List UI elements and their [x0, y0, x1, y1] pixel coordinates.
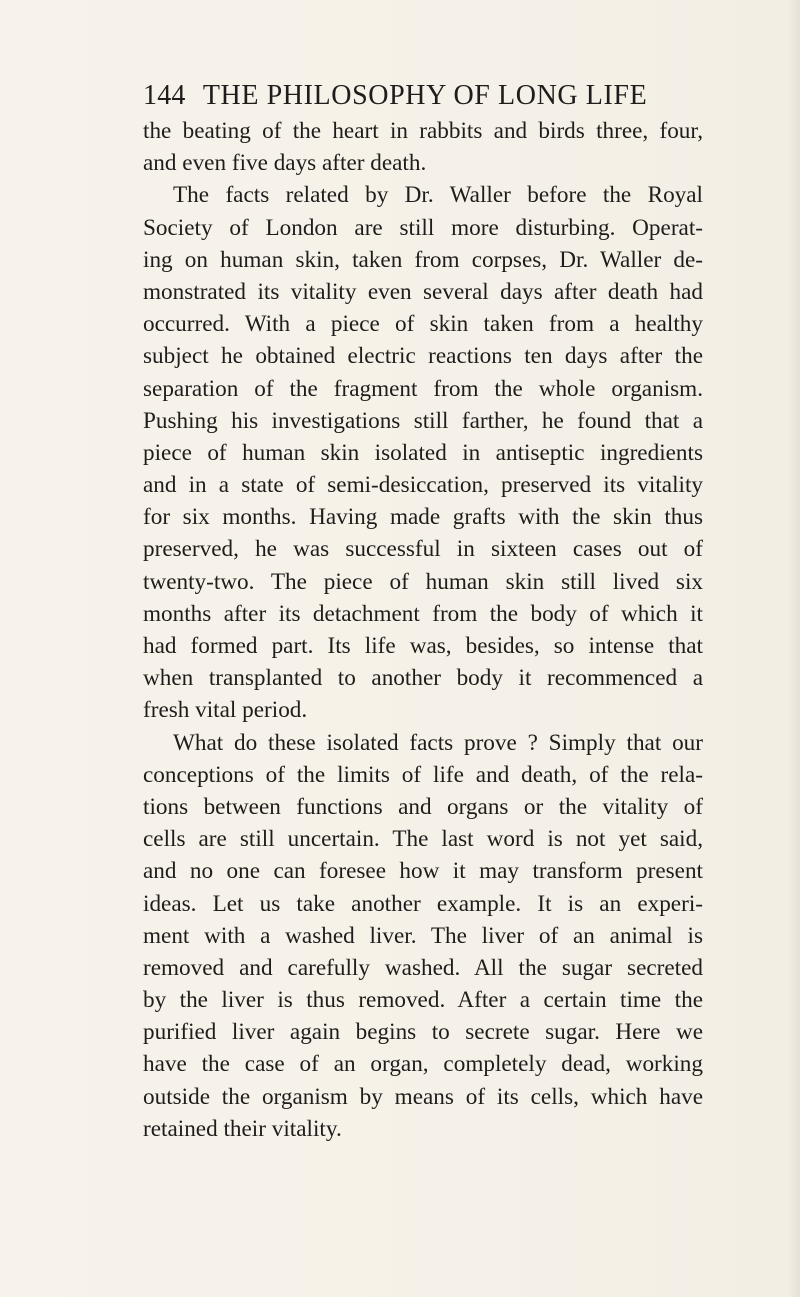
- text-line: ing on human skin, taken from corpses, Dr. Waller de-: [143, 246, 703, 273]
- text-line: the beating of the heart in rabbits and birds three, four,: [143, 118, 703, 144]
- page-edge-shadow: [788, 0, 800, 1297]
- body-text: [143, 115, 703, 1145]
- text-line: The facts related by Dr. Waller before the Royal: [173, 182, 703, 209]
- text-line: twenty-two. The piece of human skin still lived six: [143, 568, 703, 595]
- text-line: by the liver is thus removed. After a certain time the: [143, 987, 703, 1014]
- text-line: piece of human skin isolated in antiseptic ingredients: [143, 439, 703, 466]
- text-line: Society of London are still more disturbing. Operat-: [143, 214, 703, 241]
- text-line: cells are still uncertain. The last word is not yet said,: [143, 826, 703, 853]
- text-line: monstrated its vitality even several days after death had: [143, 278, 703, 305]
- page-number: 144: [143, 80, 186, 111]
- text-line: when transplanted to another body it recommenced a: [143, 665, 703, 692]
- text-line: and even five days after death.: [143, 150, 427, 177]
- text-line: removed and carefully washed. All the sugar secreted: [143, 954, 703, 981]
- text-line: tions between functions and organs or the vitality of: [143, 793, 703, 820]
- text-line: ment with a washed liver. The liver of an animal is: [143, 922, 703, 949]
- text-line: conceptions of the limits of life and death, of the rela-: [143, 761, 703, 788]
- text-line: fresh vital period.: [143, 697, 308, 724]
- text-line: and no one can foresee how it may transform present: [143, 858, 703, 885]
- text-line: retained their vitality.: [143, 1115, 342, 1142]
- text-line: purified liver again begins to secrete sugar. Here we: [143, 1019, 703, 1046]
- text-line: occurred. With a piece of skin taken from a healthy: [143, 311, 703, 338]
- text-line: ideas. Let us take another example. It is an experi-: [143, 890, 703, 917]
- text-line: have the case of an organ, completely dead, working: [143, 1051, 703, 1078]
- running-head-title: THE PHILOSOPHY OF LONG LIFE: [202, 80, 648, 111]
- text-line: outside the organism by means of its cells, which have: [143, 1083, 703, 1110]
- text-line: subject he obtained electric reactions ten days after the: [143, 343, 703, 370]
- text-line: and in a state of semi-desiccation, preserved its vitality: [143, 472, 703, 499]
- text-line: for six months. Having made grafts with the skin thus: [143, 504, 703, 531]
- text-line: months after its detachment from the body of which it: [143, 600, 703, 627]
- text-line: Pushing his investigations still farther, he found that a: [143, 407, 703, 434]
- running-head: [143, 80, 703, 120]
- text-line: had formed part. Its life was, besides, so intense that: [143, 633, 703, 659]
- text-line: preserved, he was successful in sixteen cases out of: [143, 536, 703, 563]
- text-line: What do these isolated facts prove ? Simply that our: [173, 729, 703, 756]
- text-line: separation of the fragment from the whole organism.: [143, 375, 703, 402]
